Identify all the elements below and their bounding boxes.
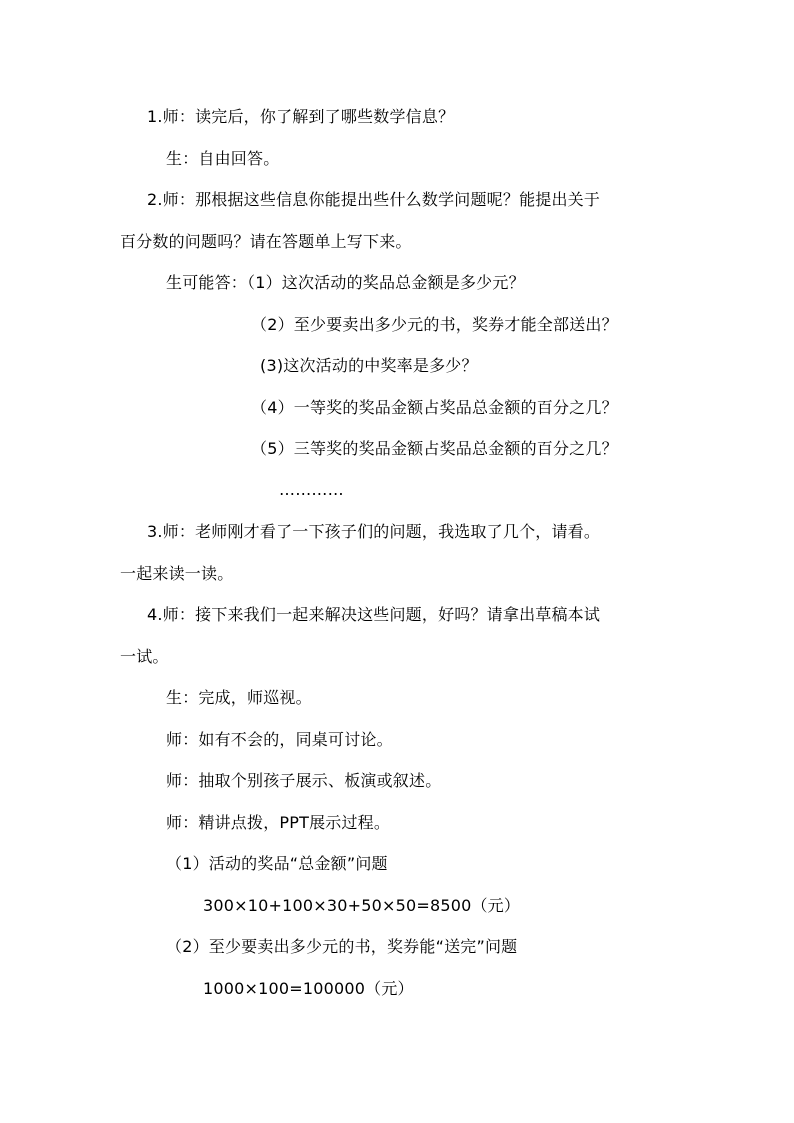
problem-1-title: （1）活动的奖品“总金额”问题: [166, 854, 388, 873]
para-teacher-step-3-cont: 一起来读一读。: [120, 564, 234, 583]
list-item-answer-3: (3)这次活动的中奖率是多少？: [260, 356, 478, 375]
para-teacher-question-2: 2.师：那根据这些信息你能提出些什么数学问题呢？能提出关于: [147, 190, 601, 209]
para-teacher-step-3: 3.师：老师刚才看了一下孩子们的问题，我选取了几个，请看。: [147, 522, 601, 541]
para-student-complete: 生：完成，师巡视。: [166, 688, 312, 707]
para-student-possible-answers: 生可能答：（1）这次活动的奖品总金额是多少元？: [166, 273, 525, 292]
para-teacher-step-4: 4.师：接下来我们一起来解决这些问题，好吗？请拿出草稿本试: [147, 605, 601, 624]
para-teacher-step-4-cont: 一试。: [120, 647, 169, 666]
para-teacher-question-1: 1.师：读完后，你了解到了哪些数学信息？: [147, 107, 455, 126]
list-item-answer-2: （2）至少要卖出多少元的书，奖券才能全部送出？: [251, 315, 618, 334]
problem-1-formula: 300×10+100×30+50×50=8500（元）: [203, 896, 521, 915]
problem-2-formula: 1000×100=100000（元）: [203, 979, 414, 998]
para-teacher-show: 师：抽取个别孩子展示、板演或叙述。: [166, 771, 442, 790]
list-item-answer-5: （5）三等奖的奖品金额占奖品总金额的百分之几？: [251, 439, 618, 458]
list-item-answer-4: （4）一等奖的奖品金额占奖品总金额的百分之几？: [251, 398, 618, 417]
para-teacher-explain: 师：精讲点拨，PPT展示过程。: [166, 813, 391, 832]
para-teacher-question-2-cont: 百分数的问题吗？请在答题单上写下来。: [120, 232, 412, 251]
para-student-answer-1: 生：自由回答。: [166, 149, 280, 168]
problem-2-title: （2）至少要卖出多少元的书，奖券能“送完”问题: [166, 937, 518, 956]
para-teacher-discuss: 师：如有不会的，同桌可讨论。: [166, 730, 393, 749]
ellipsis: …………: [279, 480, 344, 499]
